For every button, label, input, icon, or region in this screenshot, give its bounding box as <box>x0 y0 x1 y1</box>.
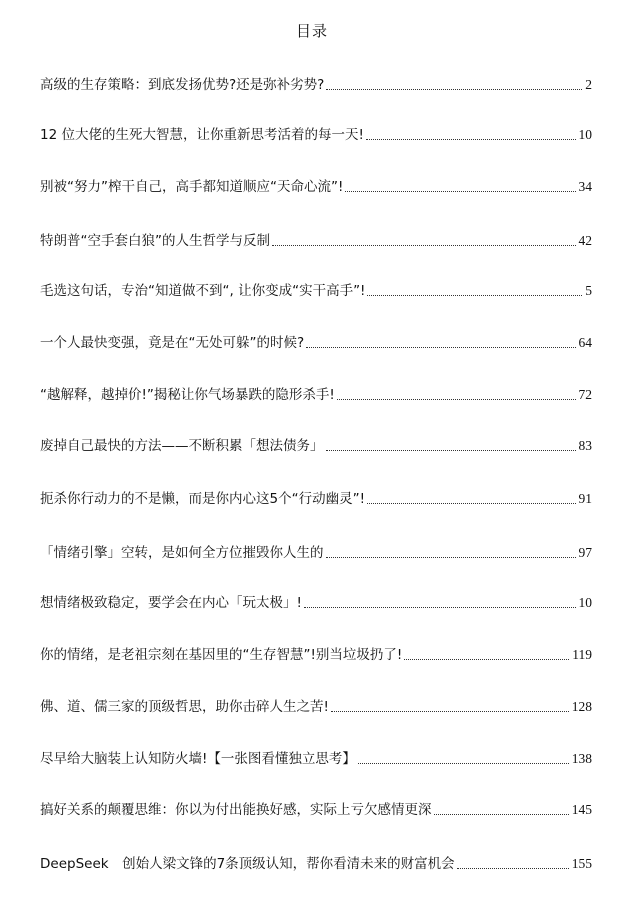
toc-entry-page: 138 <box>571 751 592 766</box>
toc-entry[interactable] <box>40 172 592 196</box>
toc-entry-title: 尽早给大脑装上认知防火墙!【一张图看懂独立思考】 <box>40 751 356 767</box>
toc-leader-dots <box>272 244 576 246</box>
toc-leader-dots <box>404 658 569 660</box>
toc-leader-dots <box>358 762 569 764</box>
toc-entry-title: 特朗普“空手套白狼”的人生哲学与反制 <box>40 233 270 249</box>
toc-leader-dots <box>326 88 582 90</box>
toc-entry[interactable] <box>40 588 592 612</box>
toc-leader-dots <box>337 398 576 400</box>
toc-entry[interactable] <box>40 120 592 144</box>
toc-entry-page: 91 <box>578 491 592 506</box>
toc-leader-dots <box>366 138 576 140</box>
toc-entry-title: 「情绪引擎」空转，是如何全方位摧毁你人生的 <box>40 545 324 561</box>
toc-entry-title: 一个人最快变强，竟是在“无处可躲”的时候? <box>40 335 305 351</box>
toc-entry[interactable] <box>40 380 592 404</box>
toc-entry[interactable] <box>40 538 592 562</box>
toc-entry-title: 你的情绪，是老祖宗刻在基因里的“生存智慧”!别当垃圾扔了! <box>40 647 403 663</box>
toc-entry-title: 12 位大佬的生死大智慧，让你重新思考活着的每一天! <box>40 127 364 143</box>
toc-leader-dots <box>326 449 576 451</box>
toc-entry-page: 5 <box>585 283 592 298</box>
toc-entry-page: 42 <box>578 233 592 248</box>
toc-entry-page: 97 <box>578 545 592 560</box>
toc-entry-page: 64 <box>578 335 592 350</box>
toc-entry-page: 155 <box>571 856 592 871</box>
toc-entry-page: 145 <box>571 802 592 817</box>
toc-entry-title: 毛选这句话，专治“知道做不到“, 让你变成“实干高手”! <box>40 283 366 299</box>
toc-leader-dots <box>326 556 576 558</box>
toc-entry-page: 128 <box>571 699 592 714</box>
toc-entry-page: 2 <box>585 77 592 92</box>
toc-entry[interactable] <box>40 795 592 819</box>
toc-entry-page: 10 <box>578 127 592 142</box>
toc-leader-dots <box>434 813 569 815</box>
toc-entry-title: 扼杀你行动力的不是懒，而是你内心这5个“行动幽灵”! <box>40 491 365 507</box>
toc-entry-page: 83 <box>578 438 592 453</box>
toc-entry-page: 72 <box>578 387 592 402</box>
toc-entry[interactable] <box>40 692 592 716</box>
toc-leader-dots <box>367 294 582 296</box>
toc-entry[interactable] <box>40 431 592 455</box>
toc-entry[interactable] <box>40 849 592 873</box>
toc-entry-page: 10 <box>578 595 592 610</box>
toc-entry-title: 废掉自己最快的方法——不断积累「想法债务」 <box>40 438 324 454</box>
toc-title: 目录 <box>295 22 328 40</box>
toc-leader-dots <box>331 710 569 712</box>
toc-entry[interactable] <box>40 70 592 94</box>
toc-leader-dots <box>345 190 575 192</box>
toc-entry-title: 高级的生存策略：到底发扬优势?还是弥补劣势? <box>40 77 325 93</box>
toc-entry[interactable] <box>40 744 592 768</box>
toc-entry[interactable] <box>40 276 592 300</box>
toc-entry-title: 想情绪极致稳定，要学会在内心「玩太极」! <box>40 595 302 611</box>
toc-entry-title: “越解释，越掉价!”揭秘让你气场暴跌的隐形杀手! <box>40 387 335 403</box>
toc-leader-dots <box>306 346 575 348</box>
toc-leader-dots <box>367 502 576 504</box>
toc-entry-title: DeepSeek 创始人梁文锋的7条顶级认知，帮你看清未来的财富机会 <box>40 856 455 872</box>
toc-entry-title: 别被“努力”榨干自己，高手都知道顺应“天命心流”! <box>40 179 344 195</box>
toc-entry-title: 佛、道、儒三家的顶级哲思，助你击碎人生之苦! <box>40 699 329 715</box>
toc-entry[interactable] <box>40 226 592 250</box>
toc-entry[interactable] <box>40 484 592 508</box>
toc-entry-page: 34 <box>578 179 592 194</box>
toc-entry-title: 搞好关系的颠覆思维：你以为付出能换好感，实际上亏欠感情更深 <box>40 802 432 818</box>
toc-entry[interactable] <box>40 328 592 352</box>
toc-entry-page: 119 <box>572 647 592 662</box>
toc-leader-dots <box>457 867 569 869</box>
toc-leader-dots <box>304 606 576 608</box>
toc-entry[interactable] <box>40 640 592 664</box>
